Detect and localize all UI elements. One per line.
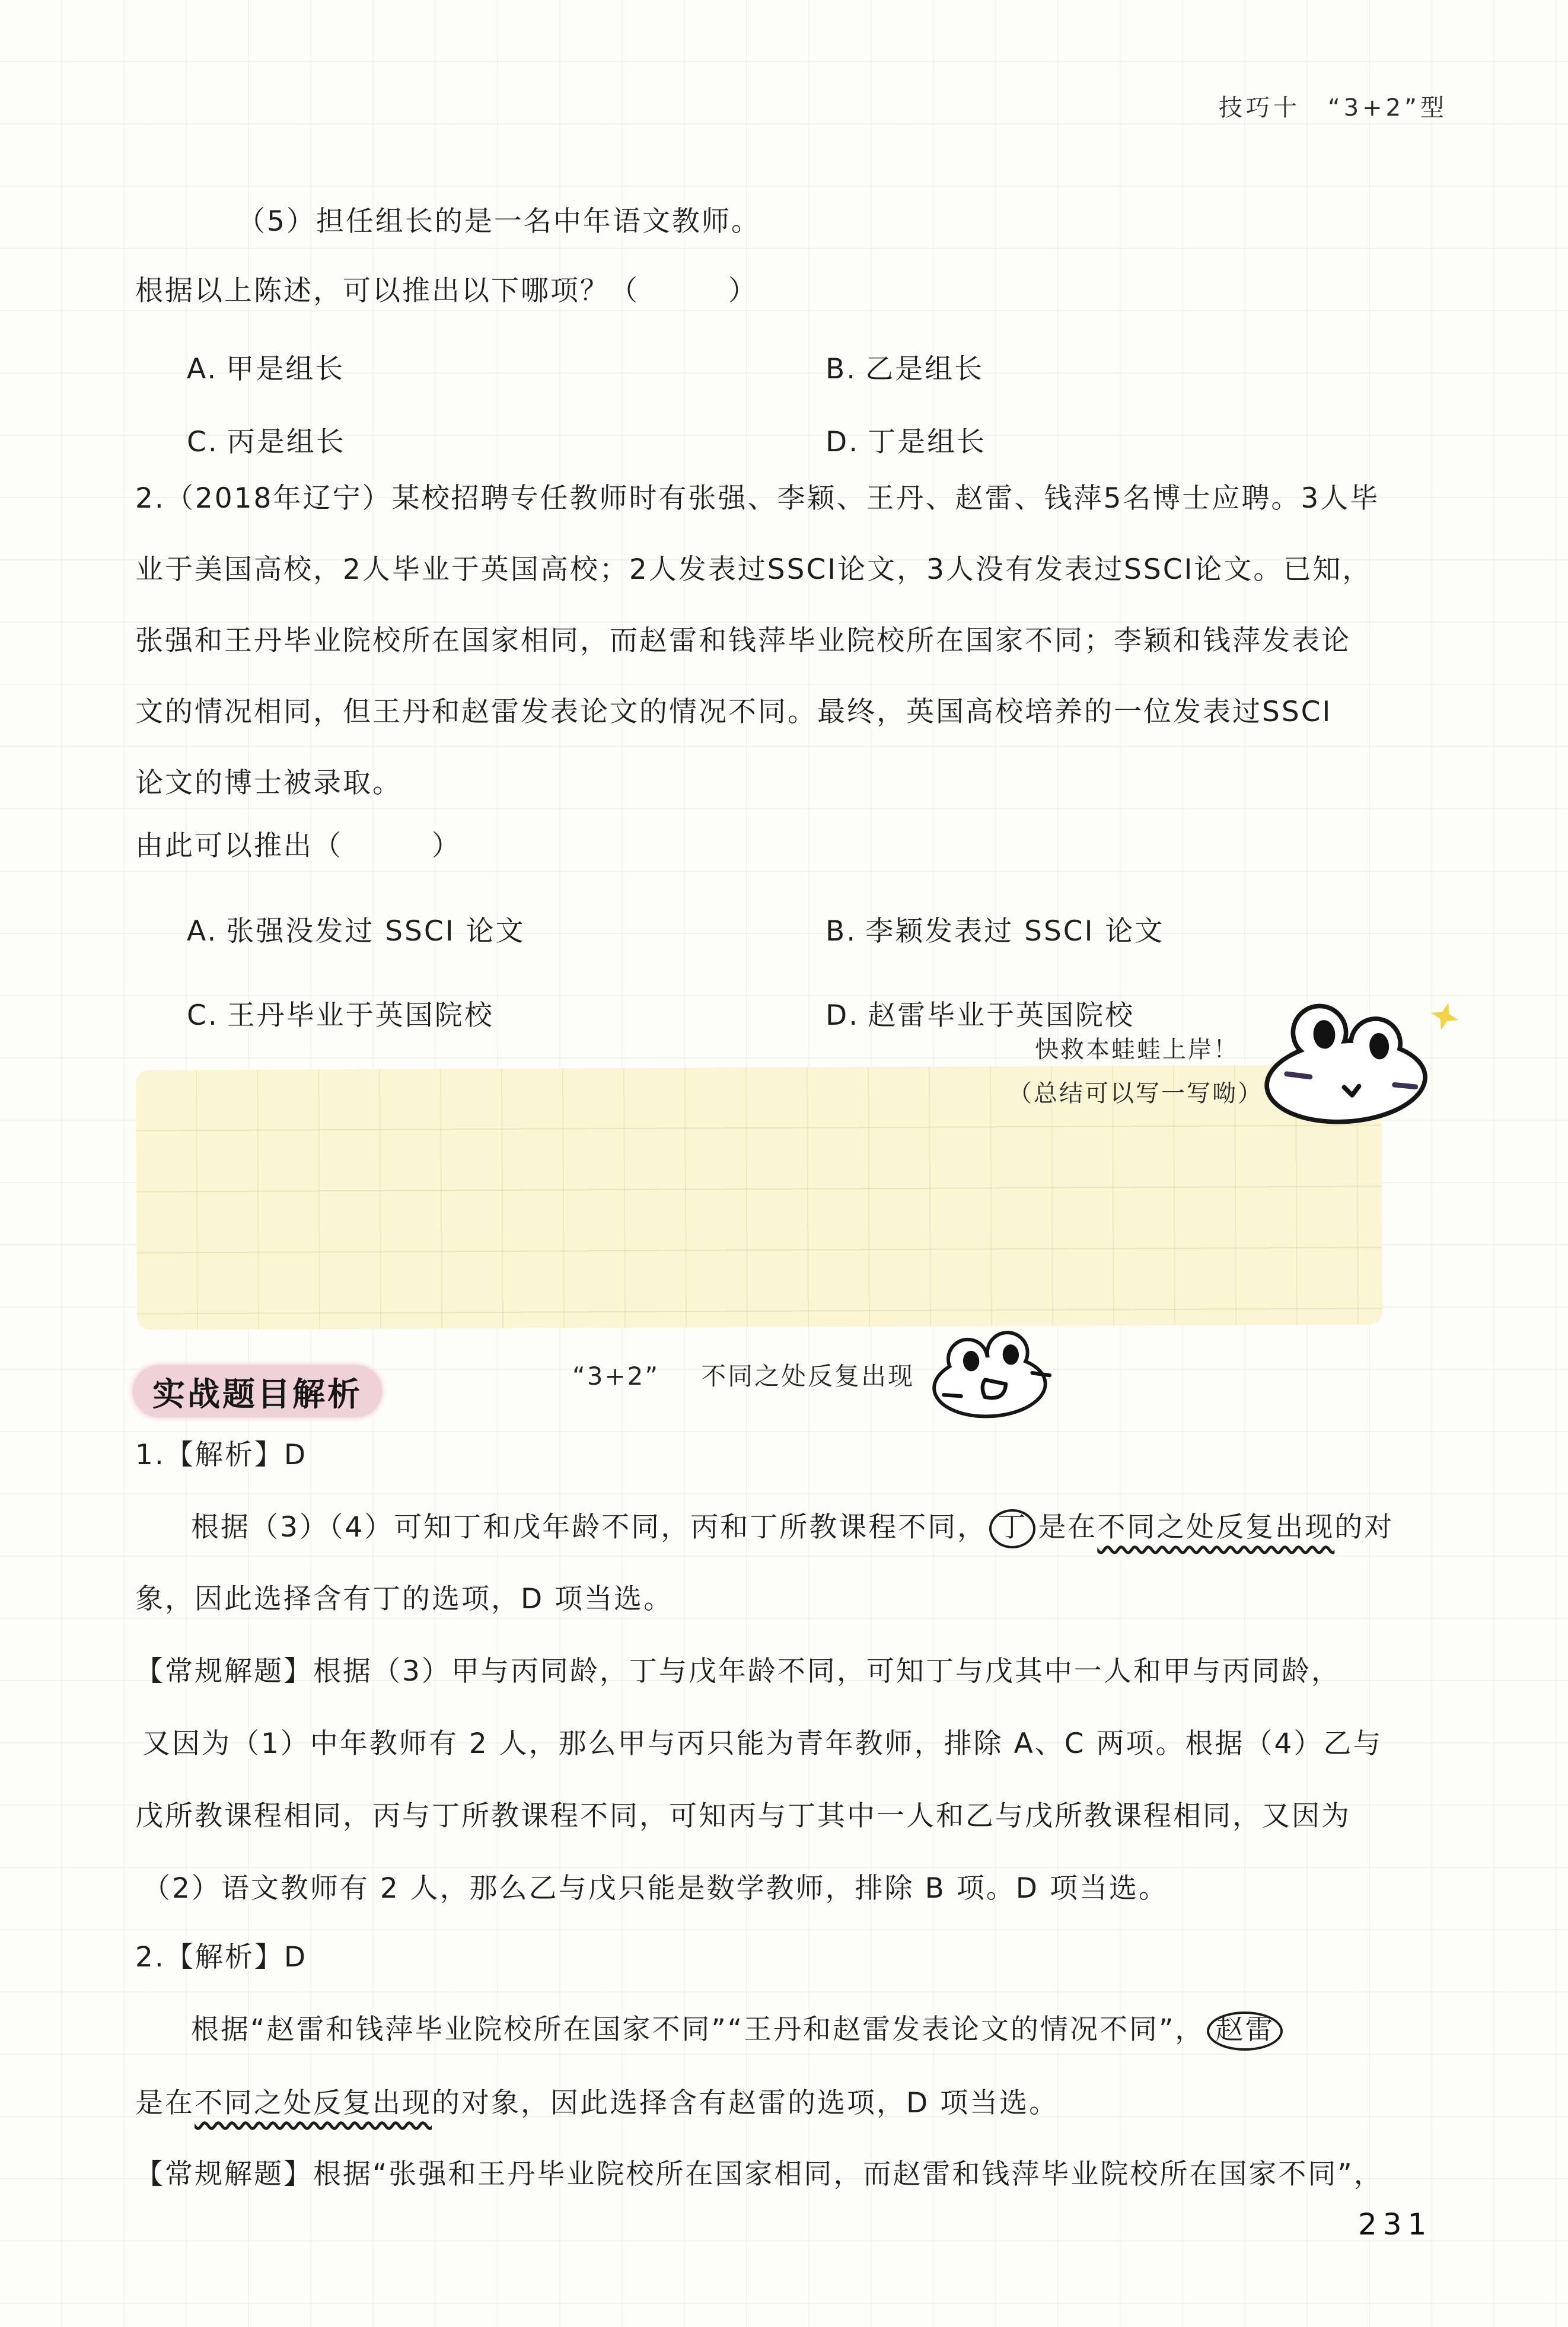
wavy-underlined-phrase: 不同之处反复出现 [1097,1511,1335,1544]
section-annotation [572,1357,914,1392]
option-label: A. [187,353,218,385]
question2-line-text: 2.（2018年辽宁）某校招聘专任教师时有张强、李颖、王丹、赵雷、钱萍5名博士应聘。3人毕 [135,482,1380,515]
question1-clue-text: （5）担任组长的是一名中年语文教师。 [237,205,761,238]
solution2-line1-pre: 根据“赵雷和钱萍毕业院校所在国家不同”“王丹和赵雷发表论文的情况不同”， [191,2013,1205,2046]
question1-stem [135,274,758,309]
solution-heading-text: 2.【解析】D [135,1941,308,1974]
question2-line [135,766,402,801]
option-text: 乙是组长 [865,353,984,385]
frog-wink-icon [1253,985,1446,1137]
option-label: A. [187,915,218,948]
option-text: 丙是组长 [227,426,346,458]
solution1-regular-text: （2）语文教师有 2 人，那么乙与戊只能是数学教师，排除 B 项。D 项当选。 [142,1872,1168,1905]
option-label: D. [826,426,860,458]
solution1-line1-pre: 根据（3）（4）可知丁和戊年龄不同，丙和丁所教课程不同， [191,1511,987,1544]
solution2-line2-pre: 是在 [135,2087,195,2119]
solution2-line2 [135,2086,1059,2121]
question1-stem-text: 根据以上陈述，可以推出以下哪项？（ ） [135,275,758,307]
question2-line [135,553,1372,588]
solution1-regular-line3 [135,1799,1351,1834]
solution1-regular-line2 [142,1727,1382,1762]
page-header-title [1219,89,1448,123]
solution2-heading [135,1940,307,1975]
solution1-line1 [191,1509,1394,1548]
option-text: 张强没发过 SSCI 论文 [226,915,525,948]
circled-name: 赵雷 [1207,2012,1283,2051]
option-label: D. [826,999,860,1032]
solution1-line2 [135,1582,673,1617]
solution2-line1 [191,2012,1285,2051]
option-text: 甲是组长 [226,353,345,385]
annotation-text: 不同之处反复出现 [701,1362,915,1391]
option-label: C. [187,999,219,1032]
solution1-regular-line1 [135,1655,1341,1690]
chapter-technique-label: 技巧十 “3+2”型 [1219,94,1448,122]
annotation-quote: “3+2” [572,1362,660,1391]
question2-line-text: 文的情况相同，但王丹和赵雷发表论文的情况不同。最终，英国高校培养的一位发表过SSCI [135,696,1333,728]
solution2-regular-line1 [135,2157,1384,2192]
question1-option-a [187,347,345,387]
question1-option-d [826,420,986,460]
question2-line-text: 论文的博士被录取。 [135,767,402,799]
frog-happy-icon [923,1330,1058,1425]
option-label: B. [826,353,858,385]
frog-note-line2 [1008,1075,1263,1108]
question2-stem [135,829,461,864]
section-title-highlight [133,1365,382,1417]
page-number [1358,2207,1432,2242]
question2-option-a [187,909,525,949]
page-number-text: 231 [1358,2207,1433,2242]
solution2-line2-post: 的对象，因此选择含有赵雷的选项，D 项当选。 [432,2087,1059,2119]
option-text: 王丹毕业于英国院校 [227,999,494,1032]
question2-line-text: 张强和王丹毕业院校所在国家相同，而赵雷和钱萍毕业院校所在国家不同；李颖和钱萍发表论 [135,624,1351,657]
solution1-line2-text: 象，因此选择含有丁的选项，D 项当选。 [135,1583,674,1615]
solution1-regular-text: 戊所教课程相同，丙与丁所教课程不同，可知丙与丁其中一人和乙与戊所教课程相同，又因为 [135,1800,1351,1832]
section-title: 实战题目解析 [152,1375,362,1413]
question1-clue [237,205,761,240]
solution1-line1-mid: 是在 [1038,1511,1098,1544]
option-label: B. [826,915,858,948]
frog-note-line1 [1035,1031,1239,1064]
question2-option-c [187,993,494,1033]
question2-option-b [826,909,1164,949]
question1-option-c [187,420,346,460]
question2-line [135,482,1379,517]
circled-character: 丁 [989,1509,1035,1548]
solution1-regular-line4 [142,1872,1168,1907]
option-label: C. [187,426,219,458]
option-text: 李颖发表过 SSCI 论文 [865,915,1165,948]
question2-option-d [826,993,1134,1033]
solution1-heading [135,1438,307,1473]
question1-option-b [826,347,984,387]
solution1-regular-text: 又因为（1）中年教师有 2 人，那么甲与丙只能为青年教师，排除 A、C 两项。根据（4）乙与 [142,1727,1383,1760]
frog-note-text: 快救本蛙蛙上岸！ [1035,1036,1239,1063]
wavy-underlined-phrase: 不同之处反复出现 [195,2087,432,2119]
question2-stem-text: 由此可以推出（ ） [135,830,461,862]
solution-heading-text: 1.【解析】D [135,1439,308,1471]
option-text: 丁是组长 [868,426,987,458]
solution1-line1-post: 的对 [1334,1511,1394,1544]
question2-line [135,624,1351,659]
solution2-regular-text: 【常规解题】根据“张强和王丹毕业院校所在国家相同，而赵雷和钱萍毕业院校所在国家不同”， [135,2158,1384,2191]
solution1-regular-text: 【常规解题】根据（3）甲与丙同龄，丁与戊年龄不同，可知丁与戊其中一人和甲与丙同龄， [135,1655,1341,1688]
frog-note-text: （总结可以写一写呦） [1008,1080,1263,1107]
question2-line [135,695,1332,730]
question2-line-text: 业于美国高校，2人毕业于英国高校；2人发表过SSCI论文，3人没有发表过SSCI论文。已知， [135,553,1372,586]
option-text: 赵雷毕业于英国院校 [868,999,1135,1032]
